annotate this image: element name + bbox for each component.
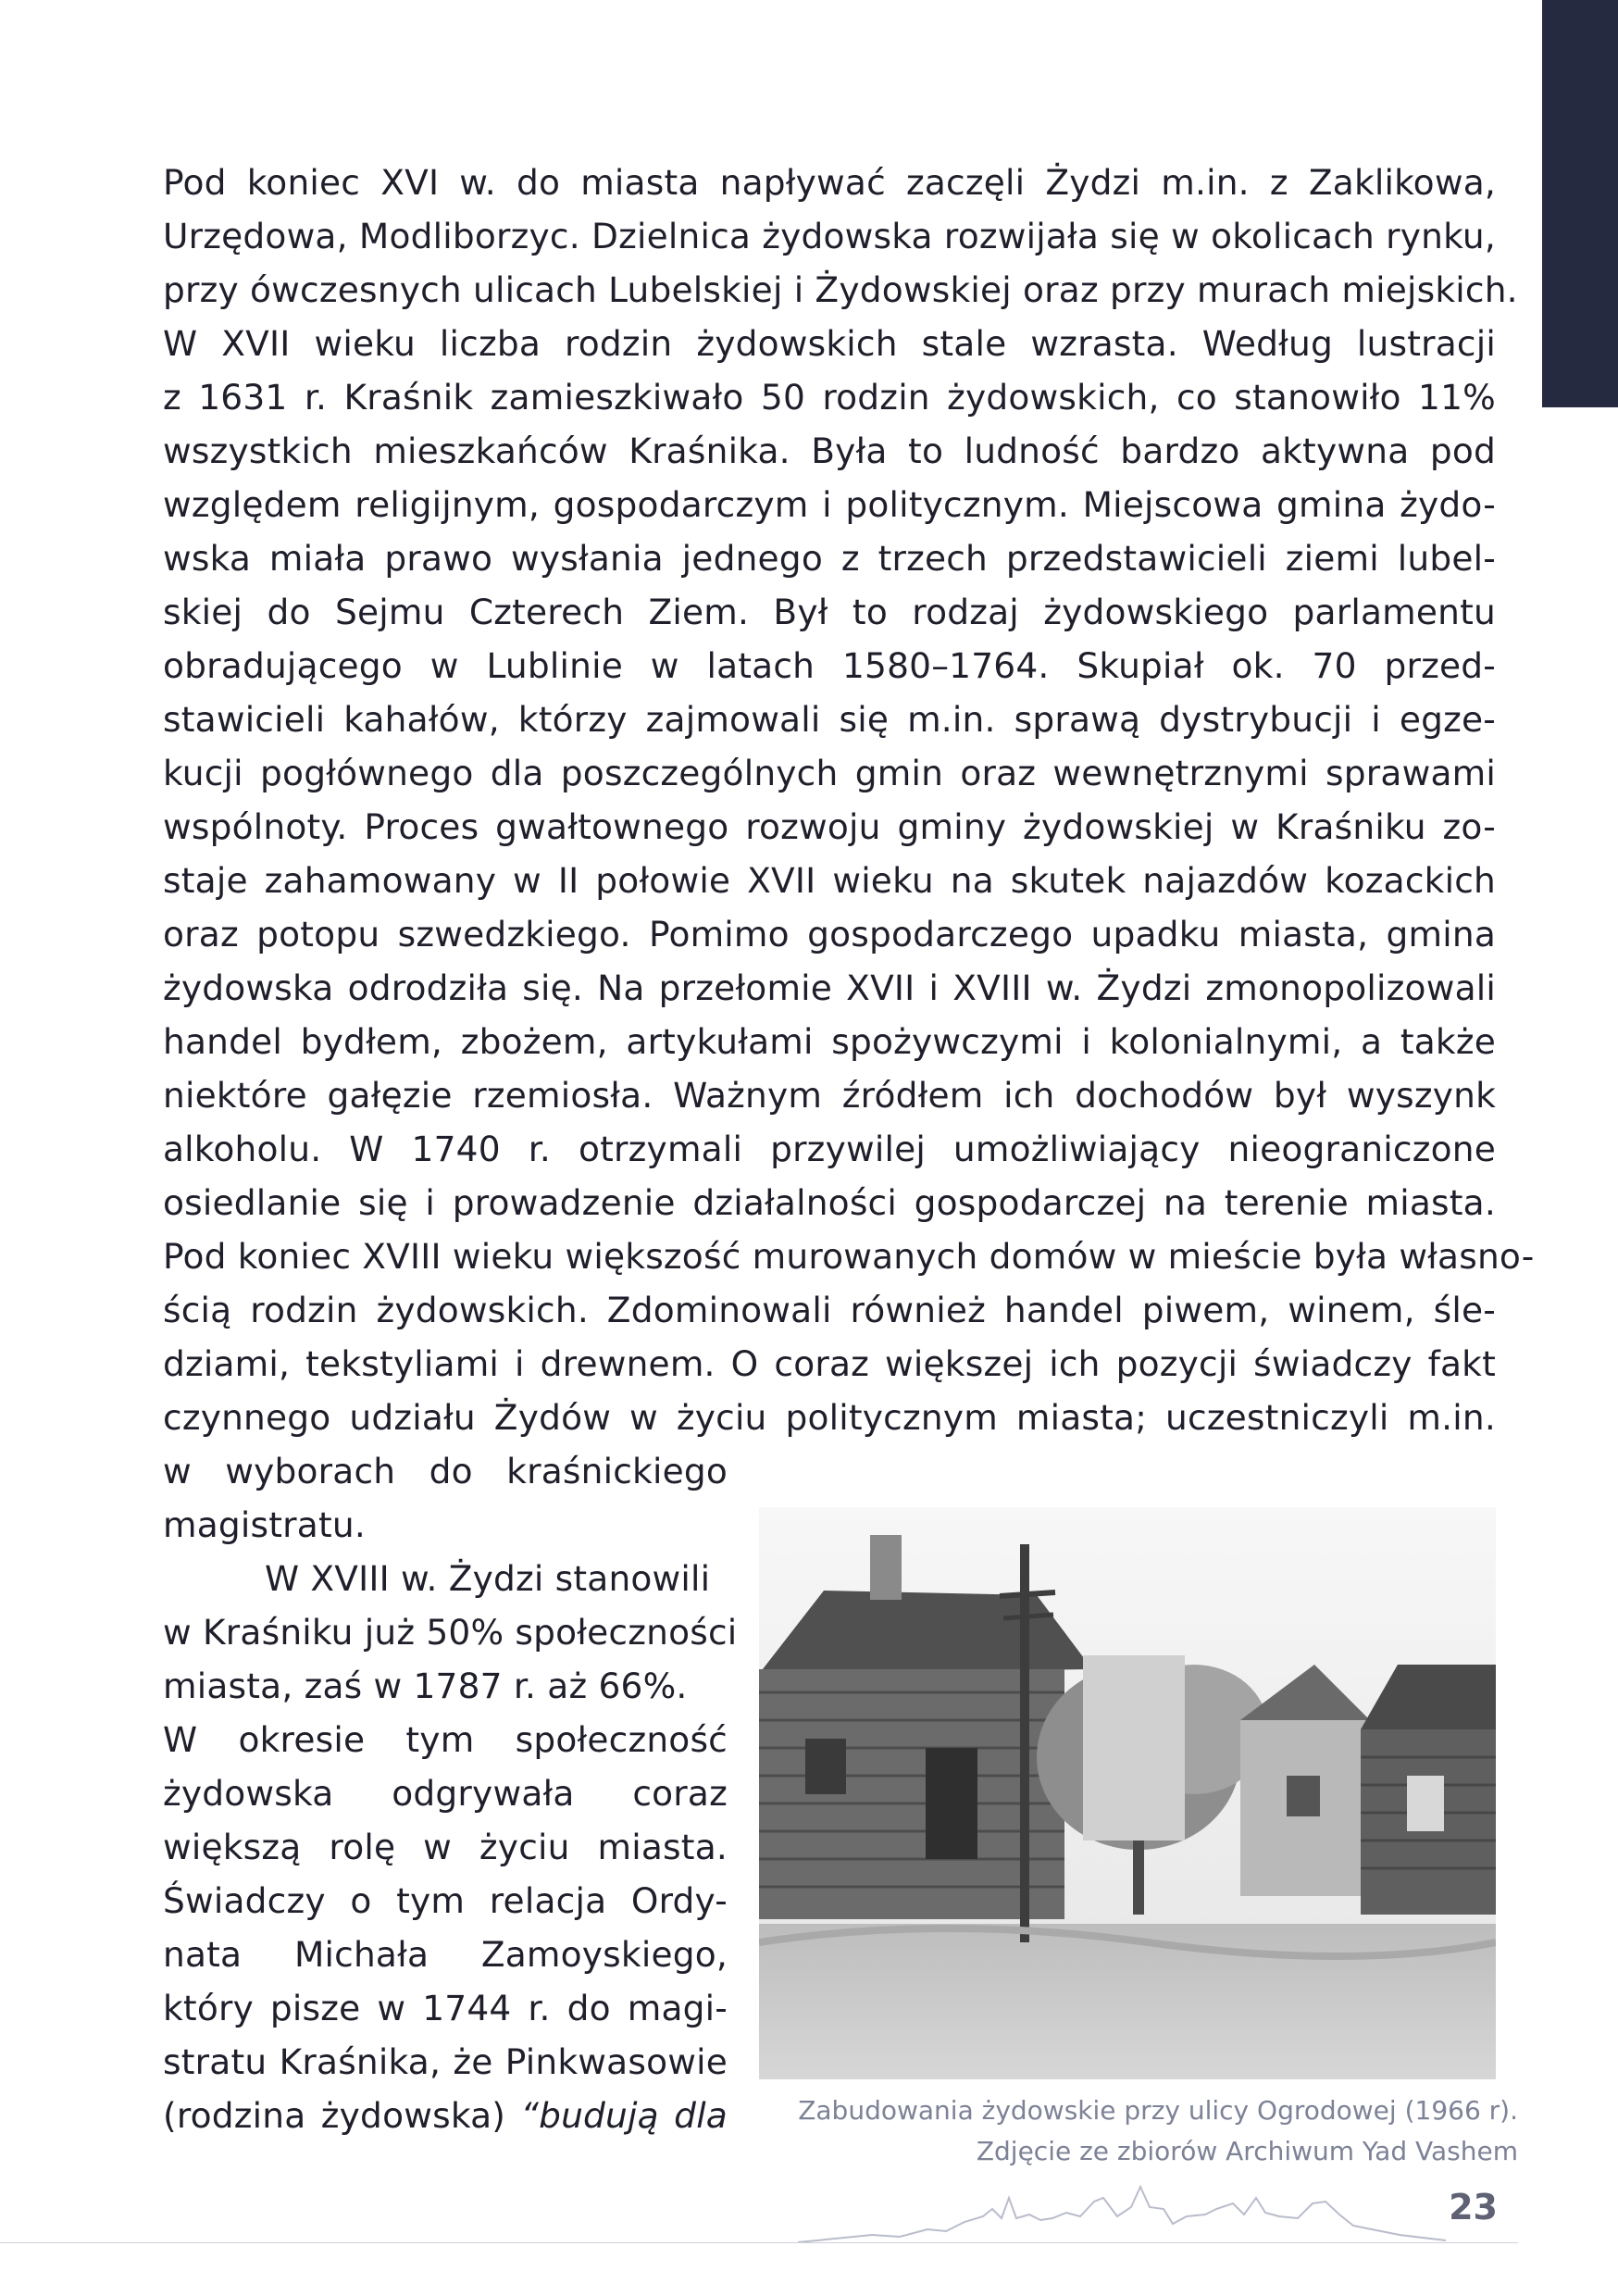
photo-caption xyxy=(736,2090,1518,2172)
body-line: kucji pogłównego dla poszczególnych gmin oraz wewnętrznymi sprawami xyxy=(163,753,1496,793)
chapter-side-tab xyxy=(1542,0,1618,407)
body-line: z 1631 r. Kraśnik zamieszkiwało 50 rodzin żydowskich, co stanowiło 11% xyxy=(163,377,1496,418)
body-line: żydowska odgrywała coraz xyxy=(163,1773,728,1814)
body-line: Świadczy o tym relacja Ordy- xyxy=(163,1880,728,1921)
body-line: dziami, tekstyliami i drewnem. O coraz większej ich pozycji świadczy fakt xyxy=(163,1343,1496,1384)
body-line: wska miała prawo wysłania jednego z trzech przedstawicieli ziemi lubel- xyxy=(163,538,1496,579)
body-line: oraz potopu szwedzkiego. Pomimo gospodarczego upadku miasta, gmina xyxy=(163,914,1496,955)
photo-image xyxy=(759,1507,1496,2079)
historic-photo xyxy=(759,1507,1496,2079)
body-line: w wyborach do kraśnickiego xyxy=(163,1451,728,1491)
body-line: W okresie tym społeczność xyxy=(163,1719,728,1760)
body-line: miasta, zaś w 1787 r. aż 66%. xyxy=(163,1666,688,1706)
body-line: względem religijnym, gospodarczym i politycznym. Miejscowa gmina żydo- xyxy=(163,484,1496,525)
body-line: handel bydłem, zbożem, artykułami spożywczymi i kolonialnymi, a także xyxy=(163,1021,1496,1062)
body-line: nata Michała Zamoyskiego, xyxy=(163,1934,728,1975)
body-line: alkoholu. W 1740 r. otrzymali przywilej umożliwiający nieograniczone xyxy=(163,1129,1496,1169)
body-line: większą rolę w życiu miasta. xyxy=(163,1827,728,1867)
body-line: staje zahamowany w II połowie XVII wieku na skutek najazdów kozackich xyxy=(163,860,1496,901)
paragraph-start-line: W XVIII w. Żydzi stanowili xyxy=(265,1558,711,1599)
body-line-plain: (rodzina żydowska) xyxy=(163,2095,521,2136)
body-line: ścią rodzin żydowskich. Zdominowali również handel piwem, winem, śle- xyxy=(163,1290,1496,1330)
body-line: przy ówczesnych ulicach Lubelskiej i Żydowskiej oraz przy murach miejskich. xyxy=(163,269,1518,310)
body-line: w Kraśniku już 50% społeczności xyxy=(163,1612,738,1653)
body-line: stratu Kraśnika, że Pinkwasowie xyxy=(163,2041,728,2082)
body-line: czynnego udziału Żydów w życiu politycznym miasta; uczestniczyli m.in. xyxy=(163,1397,1496,1438)
body-line: żydowska odrodziła się. Na przełomie XVII i XVIII w. Żydzi zmonopolizowali xyxy=(163,967,1496,1008)
body-line xyxy=(163,2089,728,2142)
body-line: skiej do Sejmu Czterech Ziem. Był to rodzaj żydowskiego parlamentu xyxy=(163,592,1496,632)
body-line: wszystkich mieszkańców Kraśnika. Była to ludność bardzo aktywna pod xyxy=(163,430,1496,471)
body-line: obradującego w Lublinie w latach 1580–1764. Skupiał ok. 70 przed- xyxy=(163,645,1496,686)
body-line: W XVII wieku liczba rodzin żydowskich stale wzrasta. Według lustracji xyxy=(163,323,1496,364)
body-line: osiedlanie się i prowadzenie działalności gospodarczej na terenie miasta. xyxy=(163,1182,1496,1223)
caption-line-2: Zdjęcie ze zbiorów Archiwum Yad Vashem xyxy=(976,2136,1518,2166)
town-skyline-ornament xyxy=(798,2161,1446,2244)
caption-line-1: Zabudowania żydowskie przy ulicy Ogrodowej (1966 r). xyxy=(798,2095,1518,2126)
body-line: magistratu. xyxy=(163,1504,366,1545)
body-line: Urzędowa, Modliborzyc. Dzielnica żydowska rozwijała się w okolicach rynku, xyxy=(163,216,1496,256)
italic-quote: “budują dla xyxy=(520,2095,728,2136)
body-line: wspólnoty. Proces gwałtownego rozwoju gminy żydowskiej w Kraśniku zo- xyxy=(163,806,1496,847)
body-line: który pisze w 1744 r. do magi- xyxy=(163,1988,728,2028)
footer-rule xyxy=(0,2242,1518,2243)
right-wooden-house xyxy=(1361,1665,1496,1915)
body-line: stawicieli kahałów, którzy zajmowali się m.in. sprawą dystrybucji i egze- xyxy=(163,699,1496,740)
body-line: Pod koniec XVI w. do miasta napływać zaczęli Żydzi m.in. z Zaklikowa, xyxy=(163,162,1496,203)
body-line: niektóre gałęzie rzemiosła. Ważnym źródłem ich dochodów był wyszynk xyxy=(163,1075,1496,1116)
body-line: Pod koniec XVIII wieku większość murowanych domów w mieście była własno- xyxy=(163,1236,1535,1277)
page-number: 23 xyxy=(1449,2187,1498,2227)
